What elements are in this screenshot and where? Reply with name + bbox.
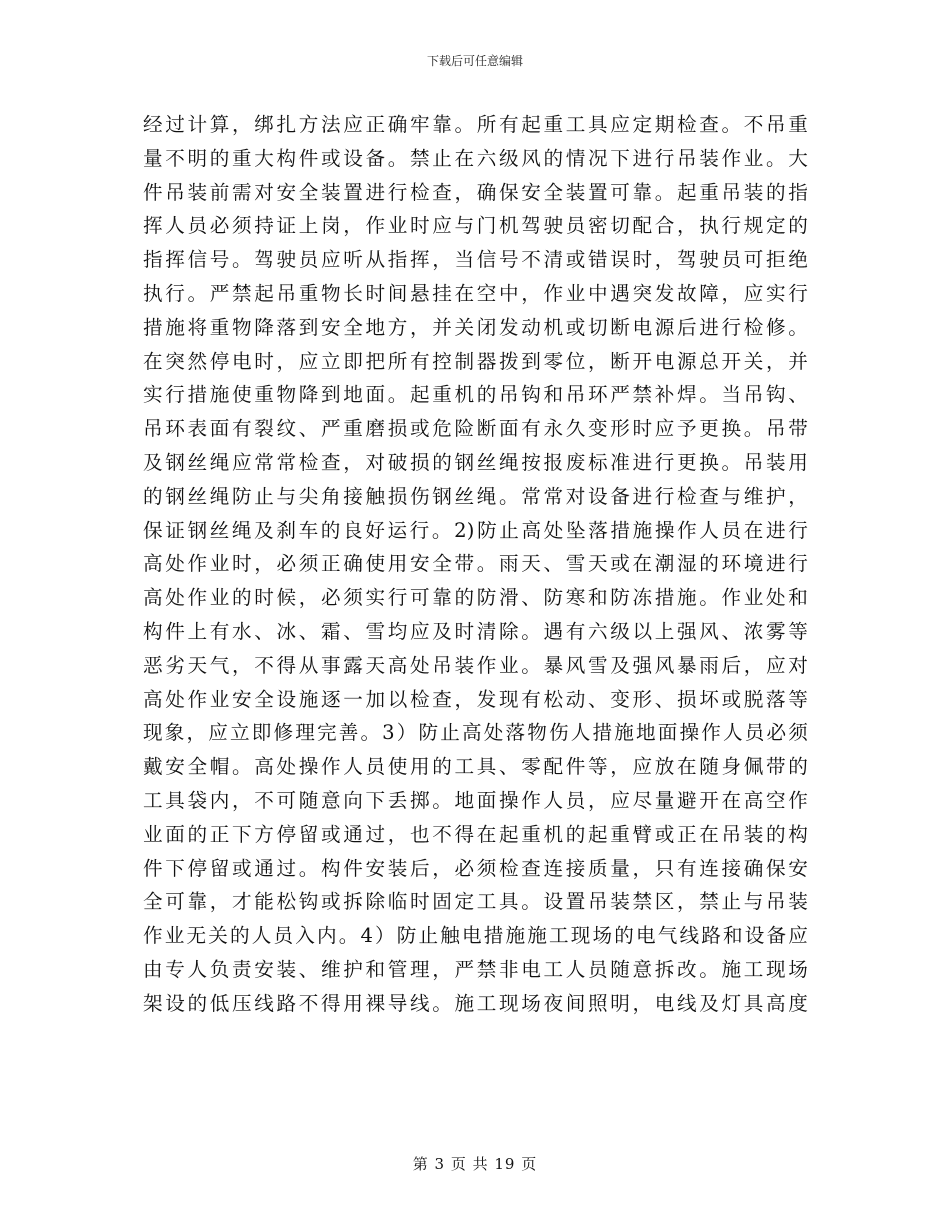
text-line: 量不明的重大构件或设备。禁止在六级风的情况下进行吊装作业。大 [143,146,808,170]
text-line: 保证钢丝绳及刹车的良好运行。2)防止高处坠落措施操作人员在进行 [143,518,808,542]
text-line: 挥人员必须持证上岗，作业时应与门机驾驶员密切配合，执行规定的 [143,214,808,238]
text-line: 架设的低压线路不得用裸导线。施工现场夜间照明，电线及灯具高度 [143,991,808,1015]
text-line: 的钢丝绳防止与尖角接触损伤钢丝绳。常常对设备进行检查与维护， [143,484,808,508]
text-line: 件下停留或通过。构件安装后，必须检查连接质量，只有连接确保安 [143,856,808,880]
text-line: 指挥信号。驾驶员应听从指挥，当信号不清或错误时，驾驶员可拒绝 [143,248,808,272]
text-line: 实行措施使重物降到地面。起重机的吊钩和吊环严禁补焊。当吊钩、 [143,383,808,407]
text-line: 作业无关的人员入内。4）防止触电措施施工现场的电气线路和设备应 [143,924,808,948]
text-line: 全可靠，才能松钩或拆除临时固定工具。设置吊装禁区，禁止与吊装 [143,890,808,914]
text-line: 高处作业的时候，必须实行可靠的防滑、防寒和防冻措施。作业处和 [143,586,808,610]
text-line: 吊环表面有裂纹、严重磨损或危险断面有永久变形时应予更换。吊带 [143,417,808,441]
text-line: 经过计算，绑扎方法应正确牢靠。所有起重工具应定期检查。不吊重 [143,113,808,136]
text-line: 措施将重物降落到安全地方，并关闭发动机或切断电源后进行检修。 [143,315,808,339]
text-line: 高处作业安全设施逐一加以检查，发现有松动、变形、损坏或脱落等 [143,687,808,711]
text-line: 由专人负责安装、维护和管理，严禁非电工人员随意拆改。施工现场 [143,957,808,981]
document-body [143,108,808,1021]
page-footer: 第 3 页 共 19 页 [412,1155,538,1173]
text-line: 执行。严禁起吊重物长时间悬挂在空中，作业中遇突发故障，应实行 [143,281,808,305]
text-line: 业面的正下方停留或通过，也不得在起重机的起重臂或正在吊装的构 [143,822,808,846]
page-header: 下载后可任意编辑 [426,54,523,68]
text-line: 件吊装前需对安全装置进行检查，确保安全装置可靠。起重吊装的指 [143,180,808,204]
text-line: 在突然停电时，应立即把所有控制器拨到零位，断开电源总开关，并 [143,349,808,373]
text-line: 工具袋内，不可随意向下丢掷。地面操作人员，应尽量避开在高空作 [143,788,808,812]
text-line: 高处作业时，必须正确使用安全带。雨天、雪天或在潮湿的环境进行 [143,552,808,576]
text-line: 构件上有水、冰、霜、雪均应及时清除。遇有六级以上强风、浓雾等 [143,619,808,643]
text-line: 戴安全帽。高处操作人员使用的工具、零配件等，应放在随身佩带的 [143,755,808,779]
text-line: 恶劣天气，不得从事露天高处吊装作业。暴风雪及强风暴雨后，应对 [143,653,808,677]
text-line: 现象，应立即修理完善。3）防止高处落物伤人措施地面操作人员必须 [143,721,808,745]
text-line: 及钢丝绳应常常检查，对破损的钢丝绳按报废标准进行更换。吊装用 [143,450,808,474]
